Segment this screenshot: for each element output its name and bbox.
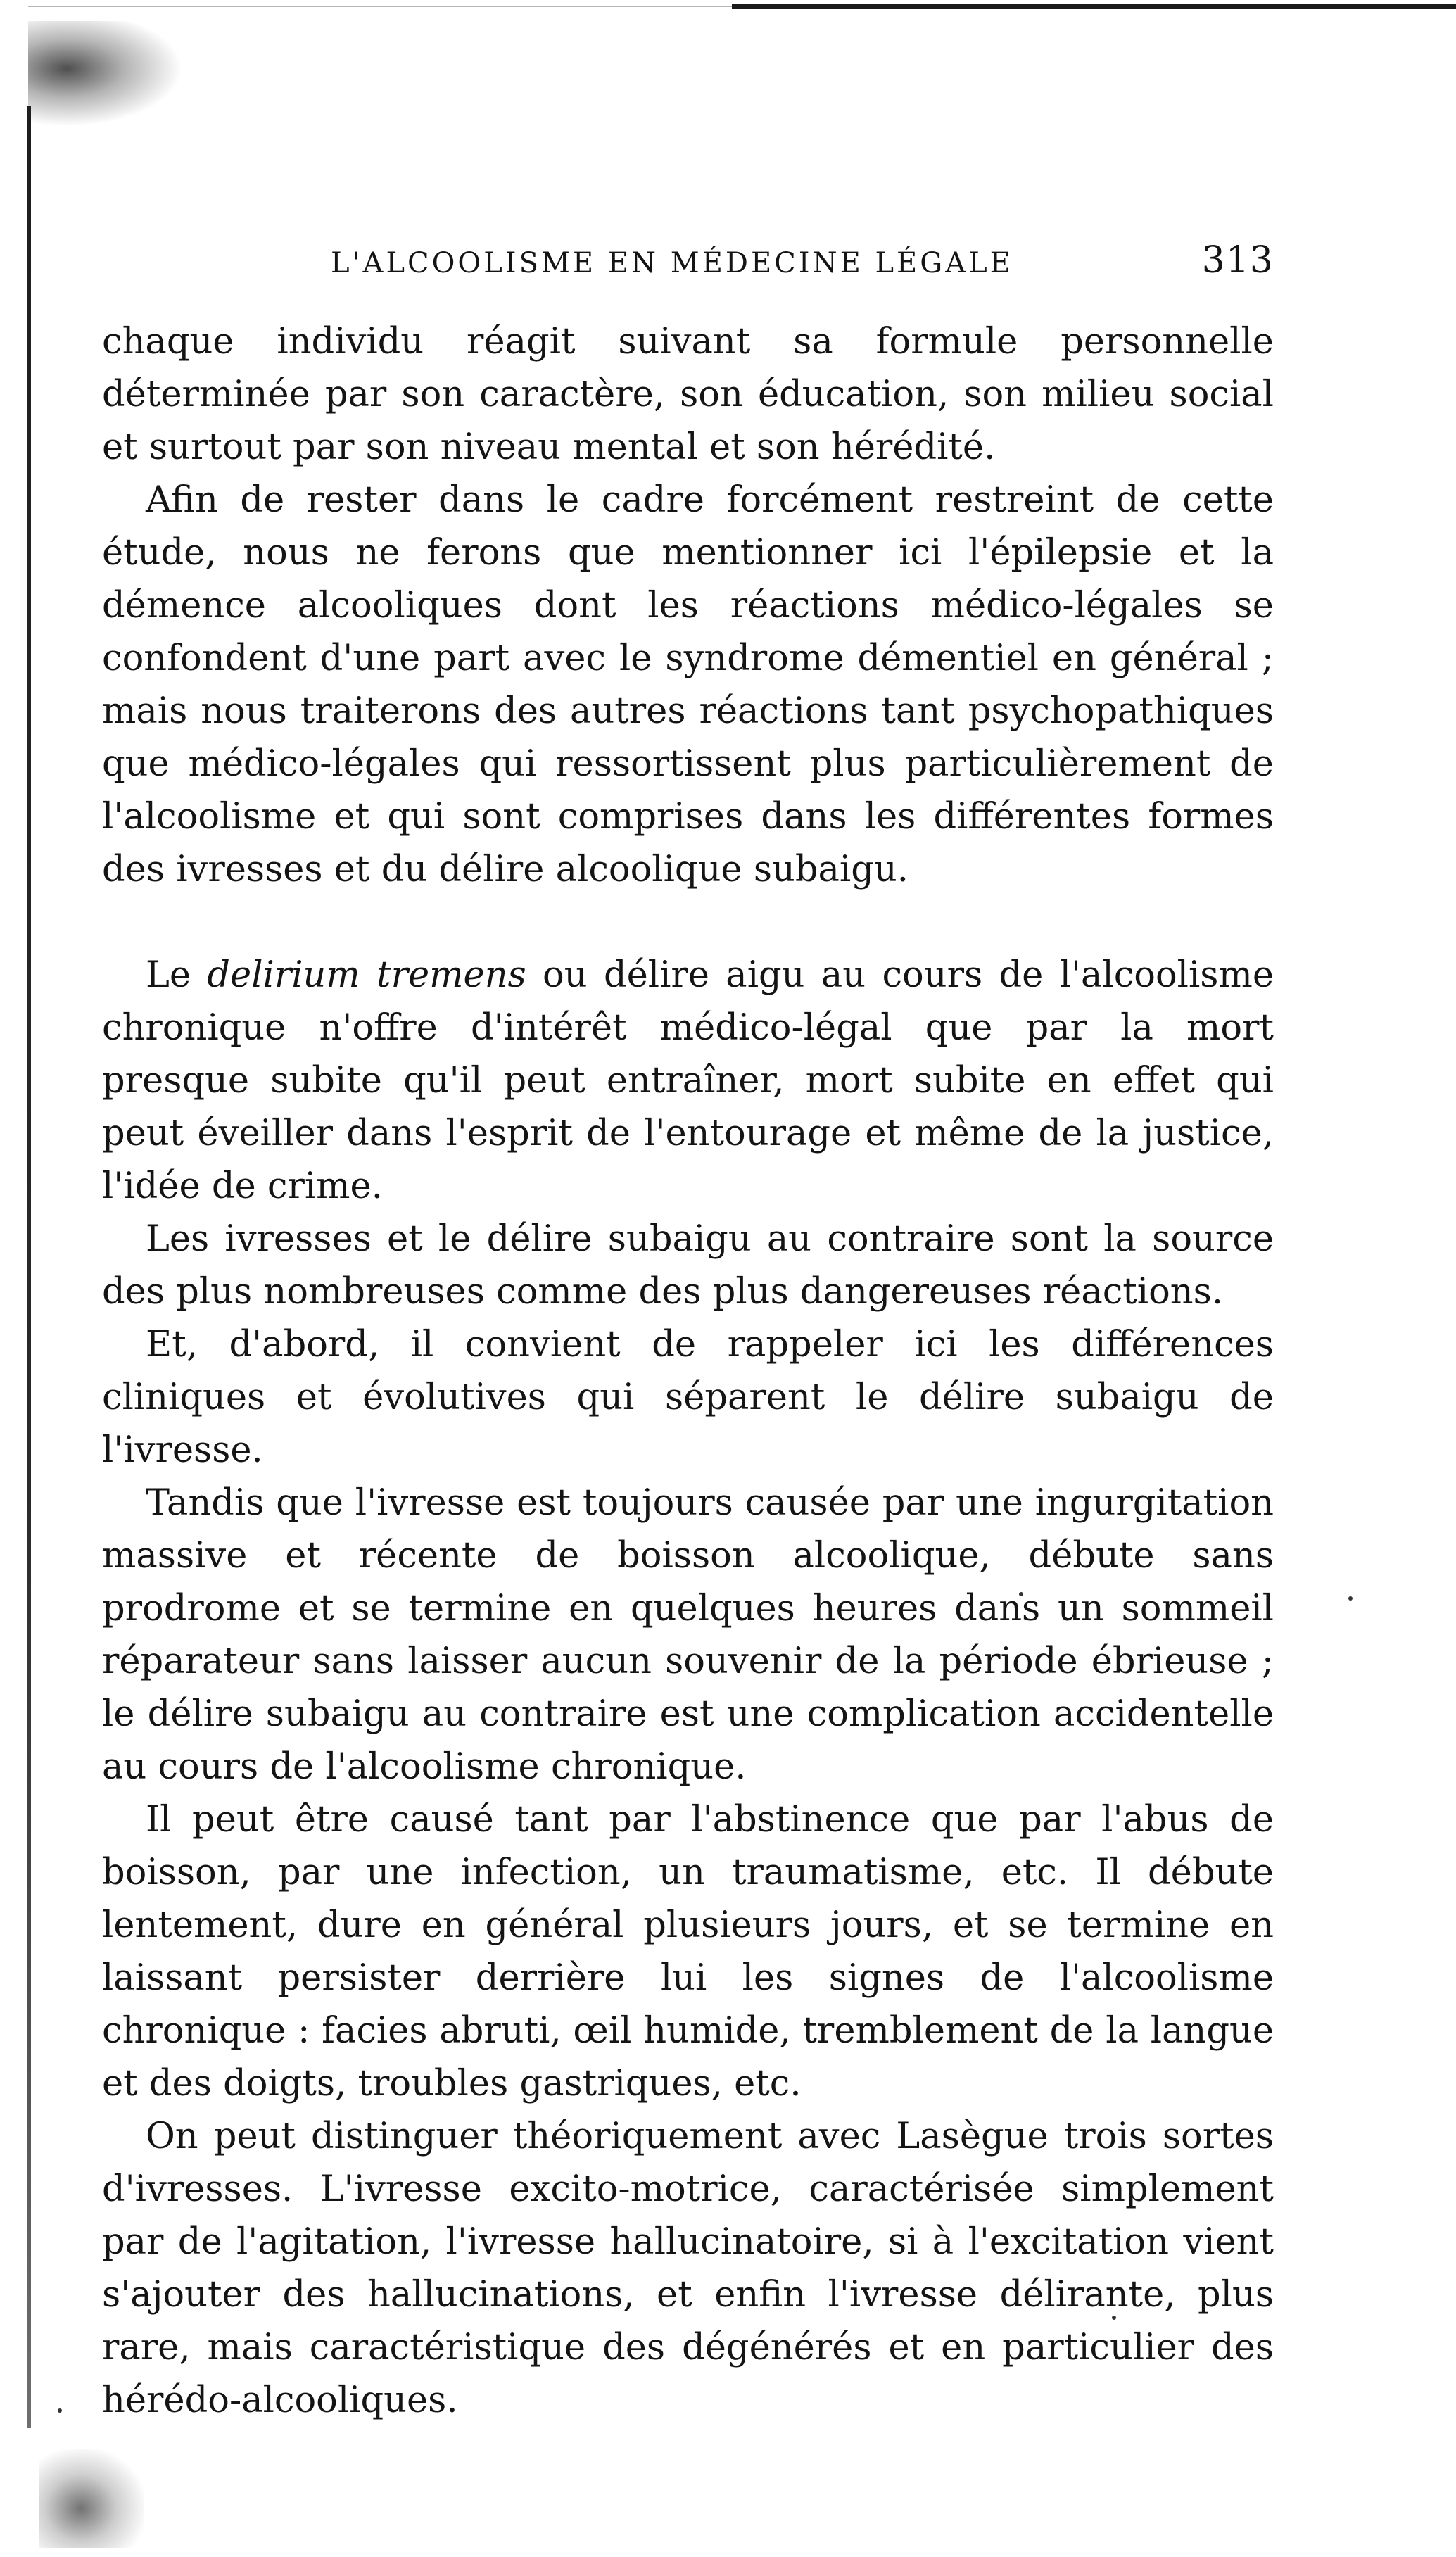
paragraph-4: Les ivresses et le délire subaigu au contraire sont la source des plus nombreuses comme des plus dangereuses réactions. — [102, 1218, 1274, 1313]
paragraph-2: Afin de rester dans le cadre forcément restreint de cette étude, nous ne ferons que mentionner ici l'épilepsie et la démence alcooliques dont les réactions médico-légales se confondent d'une part avec le syndrome démentiel en général ; mais nous traiterons des autres réactions tant psychopathiques que médico-légales qui ressortissent plus particulièrement de l'alcoolisme et qui sont comprises dans les différentes formes des ivresses et du délire alcoolique subaigu. — [102, 479, 1274, 890]
paragraph-3-italic: delirium tremens — [207, 954, 526, 996]
paragraph-6: Tandis que l'ivresse est toujours causée par une ingurgitation massive et récente de boisson alcoolique, débute sans prodrome et se termine en quelques heures dans un sommeil réparateur sans laisser aucun souvenir de la période ébrieuse ; le délire subaigu au contraire est une complication accidentelle au cours de l'alcoolisme chronique. — [102, 1482, 1274, 1788]
page-edge-shadow — [27, 106, 31, 2428]
bottom-smudge — [39, 2449, 144, 2548]
paragraph-7: Il peut être causé tant par l'abstinence que par l'abus de boisson, par une infection, un traumatisme, etc. Il débute lentement, dure en général plusieurs jours, et se termine en laissant persister derrière lui les signes de l'alcoolisme chronique : facies abruti, œil humide, tremblement de la langue et des doigts, troubles gastriques, etc. — [102, 1799, 1274, 2104]
running-head — [331, 239, 1274, 282]
speck — [1348, 1596, 1353, 1601]
running-head-title: L'ALCOOLISME EN MÉDECINE LÉGALE — [331, 247, 1013, 279]
paragraph-3 — [102, 949, 1274, 1213]
paragraph-8: On peut distinguer théoriquement avec Lasègue trois sortes d'ivresses. L'ivresse excito-motrice, caractérisée simplement par de l'agitation, l'ivresse hallucinatoire, si à l'excitation vient s'ajouter des hallucinations, et enfin l'ivresse délirante, plus rare, mais caractéristique des dégénérés et en particulier des hérédo-alcooliques. — [102, 2116, 1274, 2421]
corner-smudge — [28, 21, 183, 127]
paragraph-3-lead: Le — [146, 954, 208, 996]
top-rule-faint — [28, 6, 732, 7]
paragraph-5: Et, d'abord, il convient de rappeler ici les différences cliniques et évolutives qui séparent le délire subaigu de l'ivresse. — [102, 1324, 1274, 1471]
paragraph-1: chaque individu réagit suivant sa formule personnelle déterminée par son caractère, son éducation, son milieu social et surtout par son niveau mental et son hérédité. — [102, 321, 1274, 468]
speck — [58, 2408, 62, 2413]
paragraph-3-text: ou délire aigu au cours de l'alcoolisme chronique n'offre d'intérêt médico-légal que par la mort presque subite qu'il peut entraîner, mort subite en effet qui peut éveiller dans l'esprit de l'entourage et même de la justice, l'idée de crime. — [102, 954, 1274, 1207]
page-number: 313 — [1201, 239, 1274, 282]
body-text — [102, 315, 1274, 2427]
top-rule — [732, 4, 1456, 9]
